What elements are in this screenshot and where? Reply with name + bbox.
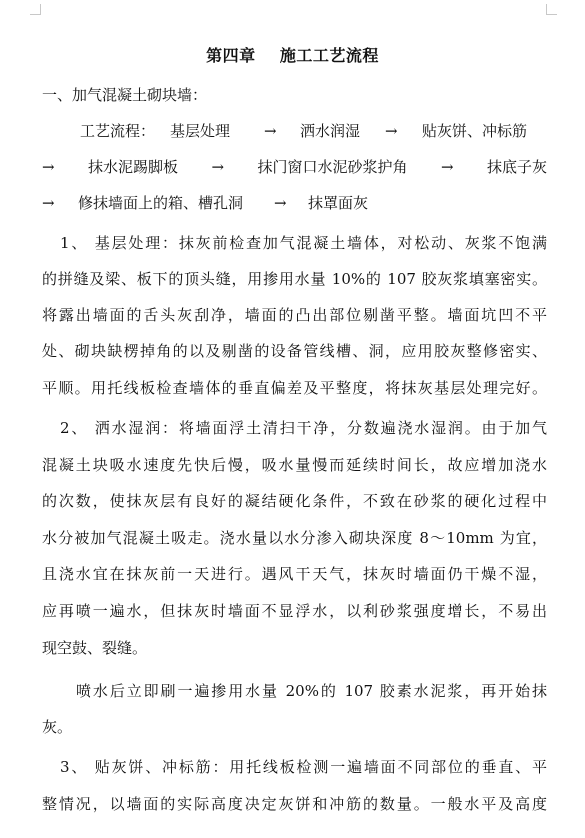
- chapter-title: 第四章 施工工艺流程: [206, 46, 379, 65]
- page-corner-mark: [546, 4, 557, 15]
- process-flow-line-2: [42, 157, 547, 177]
- page-corner-mark: [30, 4, 41, 15]
- paragraph-line: 3、 贴灰饼、冲标筋：用托线板检测一遍墙面不同部位的垂直、平: [60, 758, 547, 776]
- flow-step: 修抹墙面上的箱、槽孔洞: [78, 194, 244, 212]
- arrow-icon: →: [42, 158, 55, 176]
- arrow-icon: →: [385, 122, 398, 140]
- arrow-icon: →: [42, 194, 55, 212]
- flow-step: 抹水泥踢脚板: [88, 158, 179, 176]
- paragraph-line: 平顺。用托线板检查墙体的垂直偏差及平整度，将抹灰基层处理完好。: [42, 379, 547, 397]
- arrow-icon: →: [211, 158, 225, 176]
- flow-step: 洒水润湿: [300, 122, 361, 140]
- paragraph-line: 处、砌块缺楞掉角的以及剔凿的设备管线槽、洞，应用胶灰整修密实、: [42, 342, 547, 360]
- process-flow-line-3: [42, 193, 547, 213]
- arrow-icon: →: [274, 194, 287, 212]
- arrow-icon: →: [264, 122, 277, 140]
- flow-step: 贴灰饼、冲标筋: [422, 122, 528, 140]
- flow-step: 抹门窗口水泥砂浆护角: [257, 158, 408, 176]
- process-label: 工艺流程：: [80, 122, 156, 140]
- paragraph-line: 的拼缝及梁、板下的顶头缝，用掺用水量 10%的 107 胶灰浆填塞密实。: [42, 270, 547, 288]
- process-flow-line-1: [80, 121, 544, 141]
- paragraph-line: 应再喷一遍水，但抹灰时墙面不显浮水，以利砂浆强度增长，不易出: [42, 602, 547, 620]
- flow-step: 抹罩面灰: [308, 194, 369, 212]
- paragraph-line: 将露出墙面的舌头灰刮净，墙面的凸出部位剔凿平整。墙面坑凹不平: [42, 306, 547, 324]
- paragraph-line: 1、 基层处理：抹灰前检查加气混凝土墙体，对松动、灰浆不饱满: [60, 234, 547, 252]
- paragraph-line: 混凝土块吸水速度先快后慢，吸水量慢而延续时间长，故应增加浇水: [42, 456, 547, 474]
- paragraph-line: 喷水后立即刷一遍掺用水量 20%的 107 胶素水泥浆，再开始抹: [76, 682, 547, 700]
- paragraph-line: 2、 洒水湿润：将墙面浮土清扫干净，分数遍浇水湿润。由于加气: [60, 419, 547, 437]
- paragraph-line: 整情况，以墙面的实际高度决定灰饼和冲筋的数量。一般水平及高度: [42, 795, 547, 813]
- paragraph-line: 灰。: [42, 718, 73, 736]
- section-heading: 一、加气混凝土砌块墙：: [42, 86, 208, 104]
- flow-step: 基层处理: [170, 122, 231, 140]
- flow-step: 抹底子灰: [486, 158, 547, 176]
- paragraph-line: 现空鼓、裂缝。: [42, 639, 148, 657]
- paragraph-line: 且浇水宜在抹灰前一天进行。遇风干天气，抹灰时墙面仍干燥不湿，: [42, 565, 547, 583]
- paragraph-line: 的次数，使抹灰层有良好的凝结硬化条件，不致在砂浆的硬化过程中: [42, 492, 547, 510]
- arrow-icon: →: [440, 158, 454, 176]
- paragraph-line: 水分被加气混凝土吸走。浇水量以水分渗入砌块深度 8～10mm 为宜，: [42, 529, 547, 547]
